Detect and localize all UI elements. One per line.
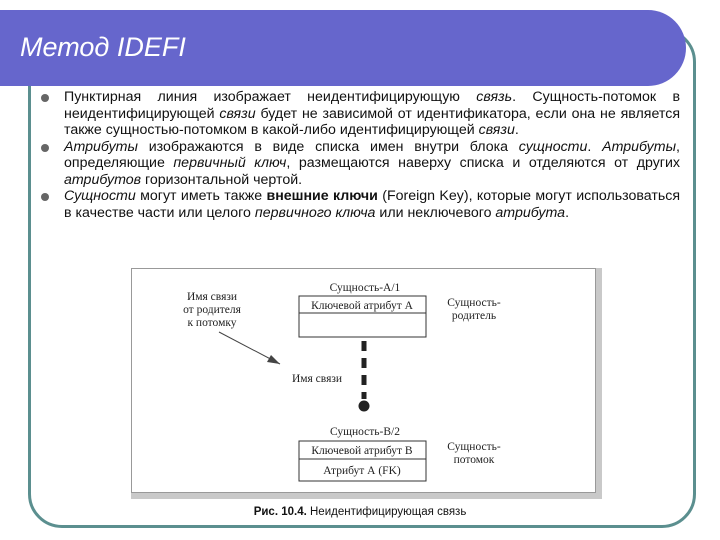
bullet-text-run: . (565, 204, 570, 221)
child-entity-name: Сущность-B/2 (330, 426, 400, 438)
bullet-text-run: могут иметь также (135, 188, 267, 204)
bullet-text-run: (Foreign Key), которые могут использоваться в качестве части или целого (64, 188, 681, 221)
bullet-text-run: . (587, 138, 603, 155)
bullet-text-run: . (514, 122, 519, 138)
bullet-text-run: горизонтальной чертой. (141, 171, 303, 188)
slide-title: Метод IDEFI (20, 32, 186, 62)
bullet-dot-icon (41, 144, 49, 152)
bullet-text-run: . Сущность-потомок в неидентифицирующей (64, 89, 680, 122)
parent-key-attr: Ключевой атрибут А (311, 300, 413, 312)
link-label-line-1: Имя связи (186, 291, 238, 303)
figure (131, 268, 596, 493)
bullet-text-run: первичный ключ (173, 155, 287, 171)
bullet-text-run: атрибута (495, 204, 566, 221)
bullet-text-run: связи (219, 105, 256, 122)
bullet-text-run: внешние ключи (266, 188, 378, 204)
caption-text: Неидентифицирующая связь (310, 506, 467, 518)
bullet-text-run: Пунктирная линия изображает неидентифицирующую (64, 89, 477, 105)
child-role-line-1: Сущность- (447, 441, 501, 453)
child-role-line-2: потомок (453, 454, 495, 466)
bullet-item (40, 139, 680, 189)
bullet-dot-icon (41, 94, 49, 102)
figure-shadow (131, 268, 602, 499)
bullet-text-run: атрибутов (64, 171, 142, 188)
figure-caption (0, 506, 720, 518)
link-endpoint-dot (359, 401, 370, 412)
bullet-text-run: Сущности (64, 188, 136, 204)
bullet-text-run: Атрибуты (64, 138, 138, 155)
link-label-line-3: к потомку (187, 317, 237, 329)
link-label-line-2: от родителя (183, 304, 241, 316)
child-fk-attr: Атрибут А (FK) (323, 465, 401, 477)
bullet-item (40, 188, 680, 221)
bullet-text-run: связи (478, 122, 515, 138)
bullet-text-run: изображаются в виде списка имен внутри блока (137, 138, 519, 155)
parent-role-line-2: родитель (451, 310, 497, 322)
caption-label: Рис. 10.4. (253, 506, 307, 518)
bullet-text-run: Атрибуты (602, 138, 677, 155)
bullet-text-run: или неключевого (375, 204, 496, 221)
parent-entity-name: Сущность-A/1 (329, 282, 401, 294)
bullet-text-run: будет не зависимой от идентификатора, если она не является также сущностью-потомком в какой-либо идентифицирующей (64, 105, 680, 138)
bullet-text-run: , размещаются наверху списка и отделяются от других (286, 155, 680, 171)
bullet-dot-icon (41, 193, 49, 201)
bullet-text-run: первичного ключа (254, 204, 376, 221)
bullet-list (40, 89, 680, 221)
child-key-attr: Ключевой атрибут В (311, 445, 413, 457)
title-bar (0, 10, 686, 86)
parent-role-line-1: Сущность- (447, 297, 501, 309)
bullet-item (40, 89, 680, 139)
bullet-text-run: сущности (518, 138, 588, 155)
diagram (132, 269, 597, 494)
pointer-arrowhead (267, 355, 280, 364)
bullet-text-run: , определяющие (64, 138, 680, 171)
bullet-text-run: связь (476, 89, 513, 105)
link-name: Имя связи (291, 373, 343, 385)
